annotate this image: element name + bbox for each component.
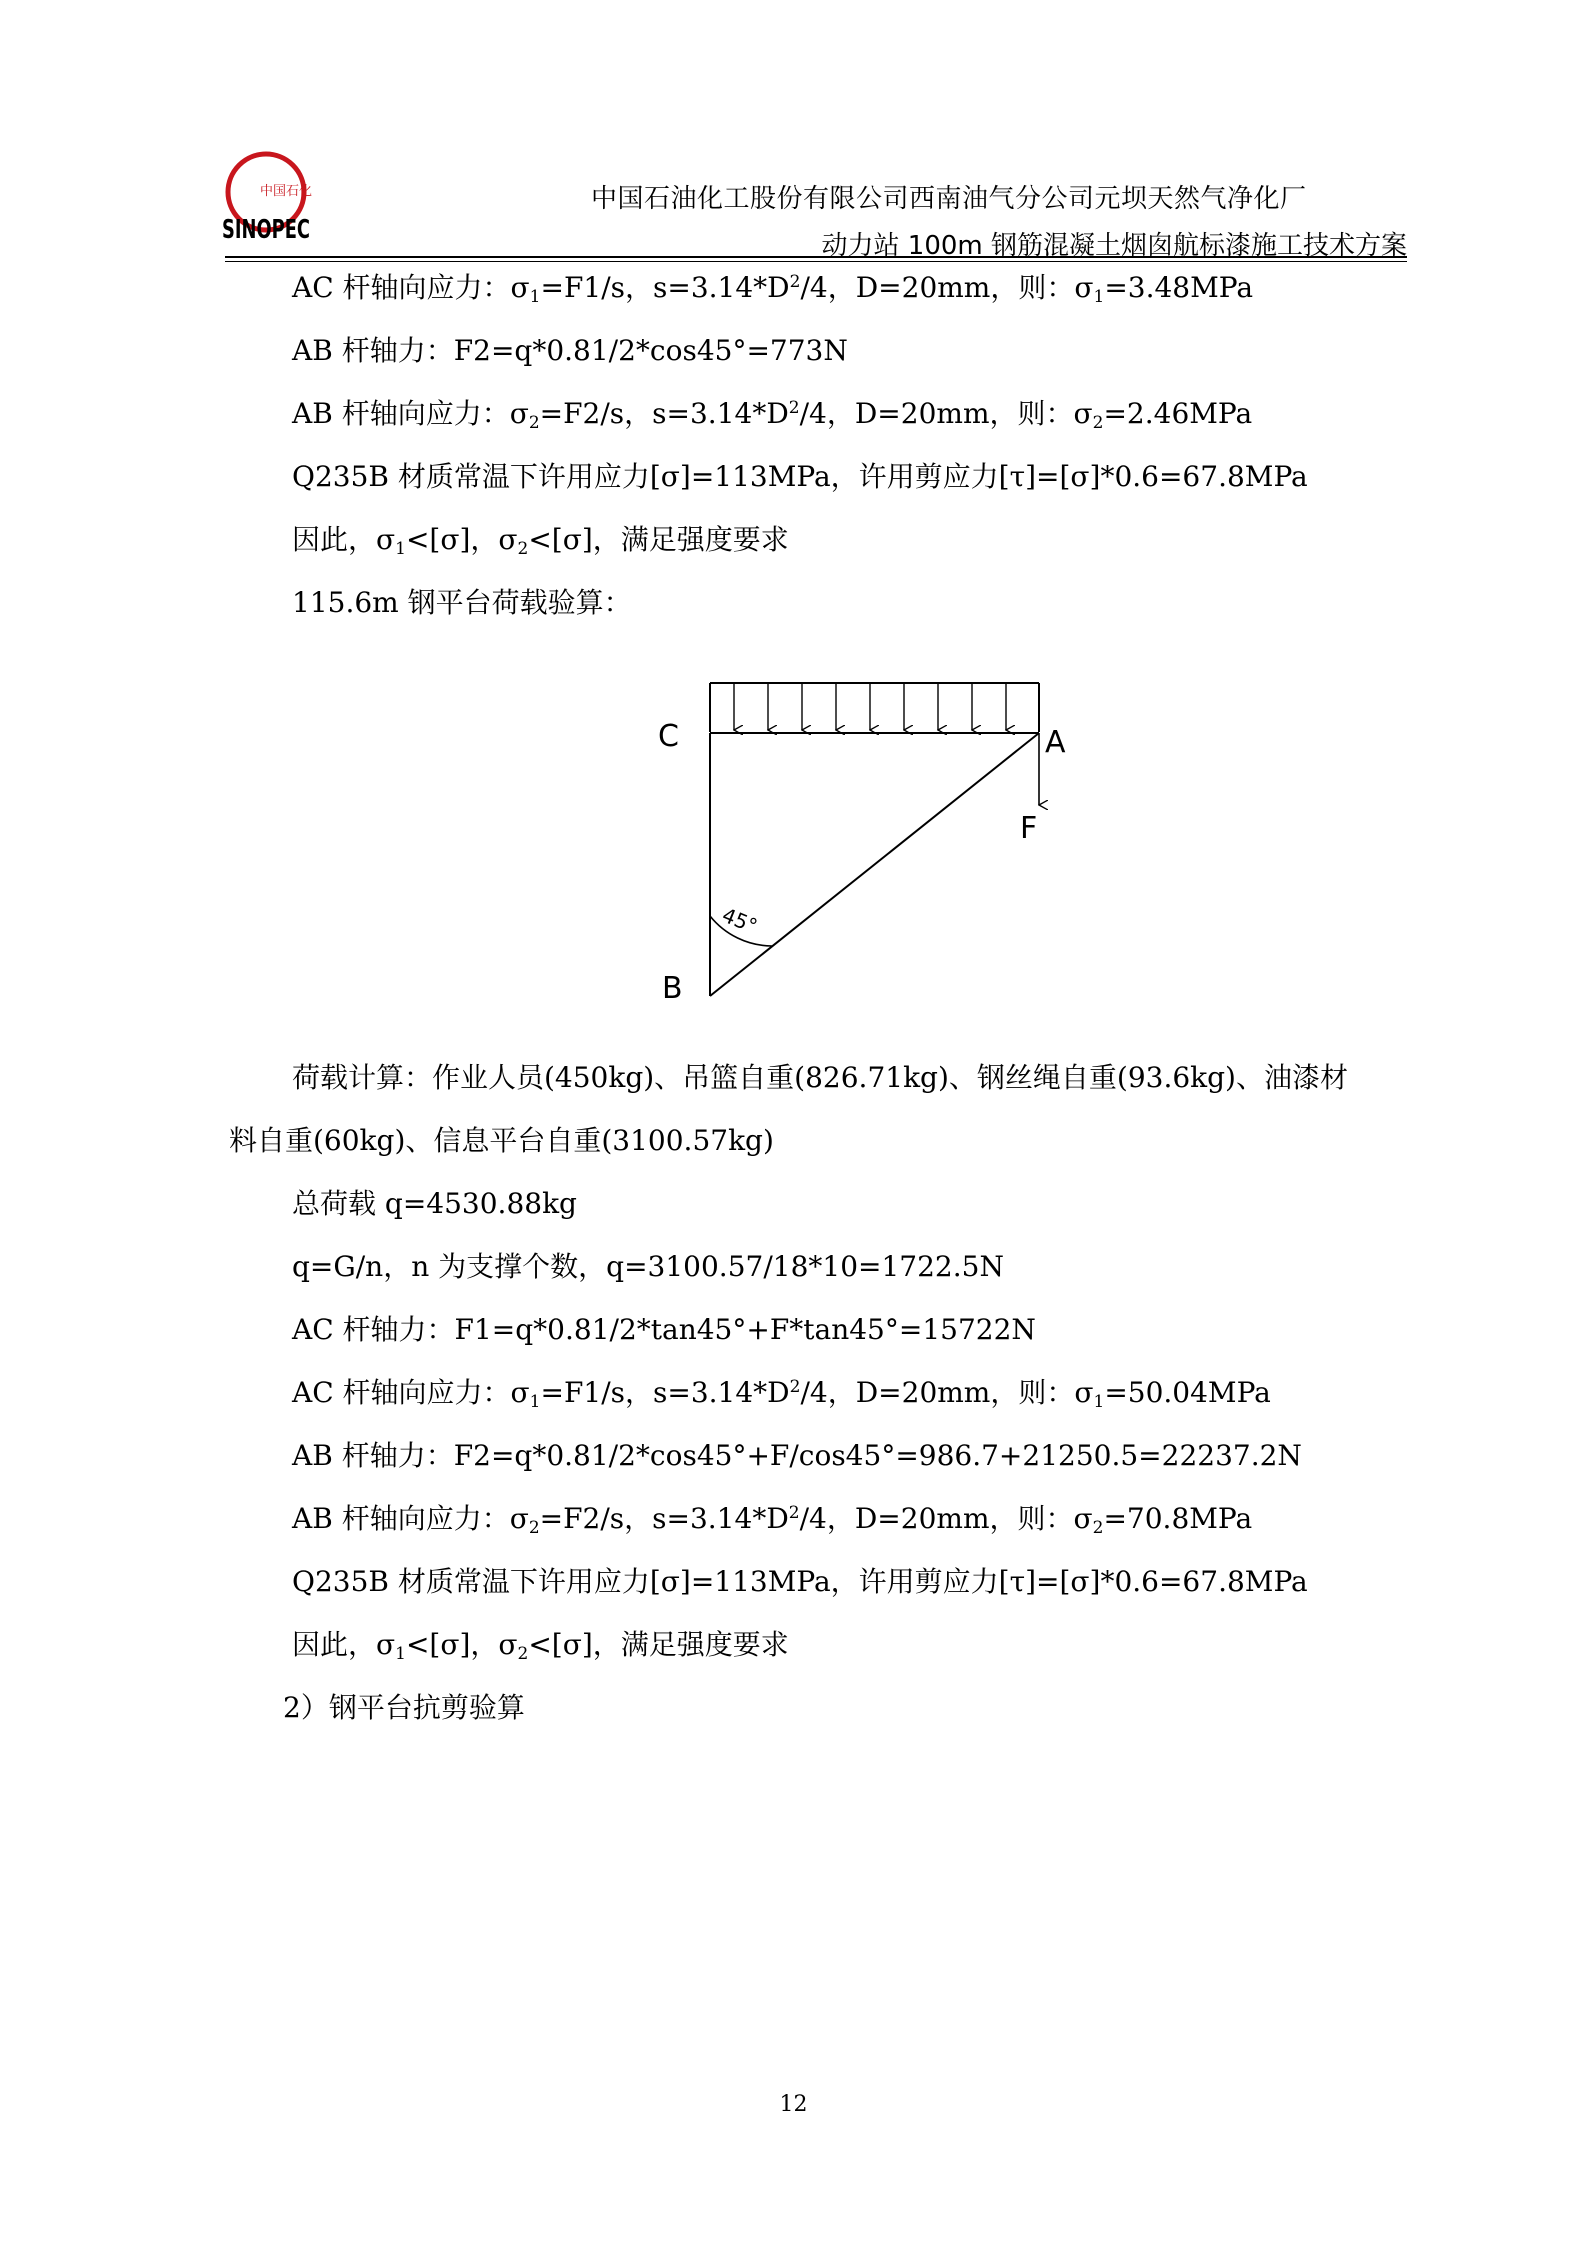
label-b: B xyxy=(662,971,683,1006)
platform-load-heading: 115.6m 钢平台荷载验算： xyxy=(292,586,632,619)
ac-axial-stress-line-1: AC 杆轴向应力：$\sigma_1=F1/s$，$s=3.14*D^2/4$，D=20mm，则：$\sigma_1=3.48MPa$ xyxy=(292,271,1254,307)
sinopec-logo xyxy=(220,150,312,248)
support-load-line: q=G/n，n 为支撑个数，q=3100.57/18*10=1722.5N xyxy=(292,1250,1004,1283)
angle-label: 45° xyxy=(718,902,761,939)
header-doc-title: 动力站 100m 钢筋混凝土烟囱航标漆施工技术方案 xyxy=(821,231,1407,261)
conclusion-line-2: 因此，$\sigma_1<[\sigma]$，$\sigma_2<[\sigma]$，满足强度要求 xyxy=(292,1628,789,1664)
logo-script-text: 中国石化 xyxy=(260,184,313,199)
ab-axial-force-line-1: AB 杆轴力：F2=q*0.81/2*cos45°=773N xyxy=(292,334,848,367)
ab-axial-stress-line-2: AB 杆轴向应力：$\sigma_2=F2/s$，$s=3.14*D^2/4$，D=20mm，则：$\sigma_2=70.8MPa$ xyxy=(292,1502,1253,1538)
truss-load-diagram xyxy=(640,670,1090,1010)
load-calc-line-1: 荷载计算：作业人员(450kg)、吊篮自重(826.71kg)、钢丝绳自重(93.6kg)、油漆材 xyxy=(292,1061,1348,1094)
member-ab xyxy=(710,733,1039,996)
allowable-stress-line-1: Q235B 材质常温下许用应力[σ]=113MPa，许用剪应力[τ]=[σ]*0.6=67.8MPa xyxy=(292,460,1308,493)
header-rule-thick xyxy=(225,256,1407,258)
total-load-line: 总荷载 q=4530.88kg xyxy=(292,1187,577,1220)
conclusion-line-1: 因此，$\sigma_1<[\sigma]$，$\sigma_2<[\sigma]$，满足强度要求 xyxy=(292,523,789,559)
allowable-stress-line-2: Q235B 材质常温下许用应力[σ]=113MPa，许用剪应力[τ]=[σ]*0.6=67.8MPa xyxy=(292,1565,1308,1598)
ab-axial-force-line-2: AB 杆轴力：F2=q*0.81/2*cos45°+F/cos45°=986.7+21250.5=22237.2N xyxy=(292,1439,1302,1472)
label-c: C xyxy=(658,719,679,754)
header-rule-thin xyxy=(225,261,1407,262)
distributed-load-arrows xyxy=(734,683,1006,730)
logo-wordmark: SINOPEC xyxy=(222,215,310,245)
shear-check-heading: 2）钢平台抗剪验算 xyxy=(283,1691,525,1724)
ac-axial-force-line-2: AC 杆轴力：F1=q*0.81/2*tan45°+F*tan45°=15722N xyxy=(292,1313,1036,1346)
label-f: F xyxy=(1020,811,1038,846)
load-calc-line-2: 料自重(60kg)、信息平台自重(3100.57kg) xyxy=(229,1124,774,1157)
label-a: A xyxy=(1045,725,1066,760)
header-org-name: 中国石油化工股份有限公司西南油气分公司元坝天然气净化厂 xyxy=(591,184,1307,214)
ac-axial-stress-line-2: AC 杆轴向应力：$\sigma_1=F1/s$，$s=3.14*D^2/4$，D=20mm，则：$\sigma_1=50.04MPa$ xyxy=(292,1376,1271,1412)
ab-axial-stress-line-1: AB 杆轴向应力：$\sigma_2=F2/s$，$s=3.14*D^2/4$，D=20mm，则：$\sigma_2=2.46MPa$ xyxy=(292,397,1253,433)
page-number: 12 xyxy=(779,2092,808,2117)
